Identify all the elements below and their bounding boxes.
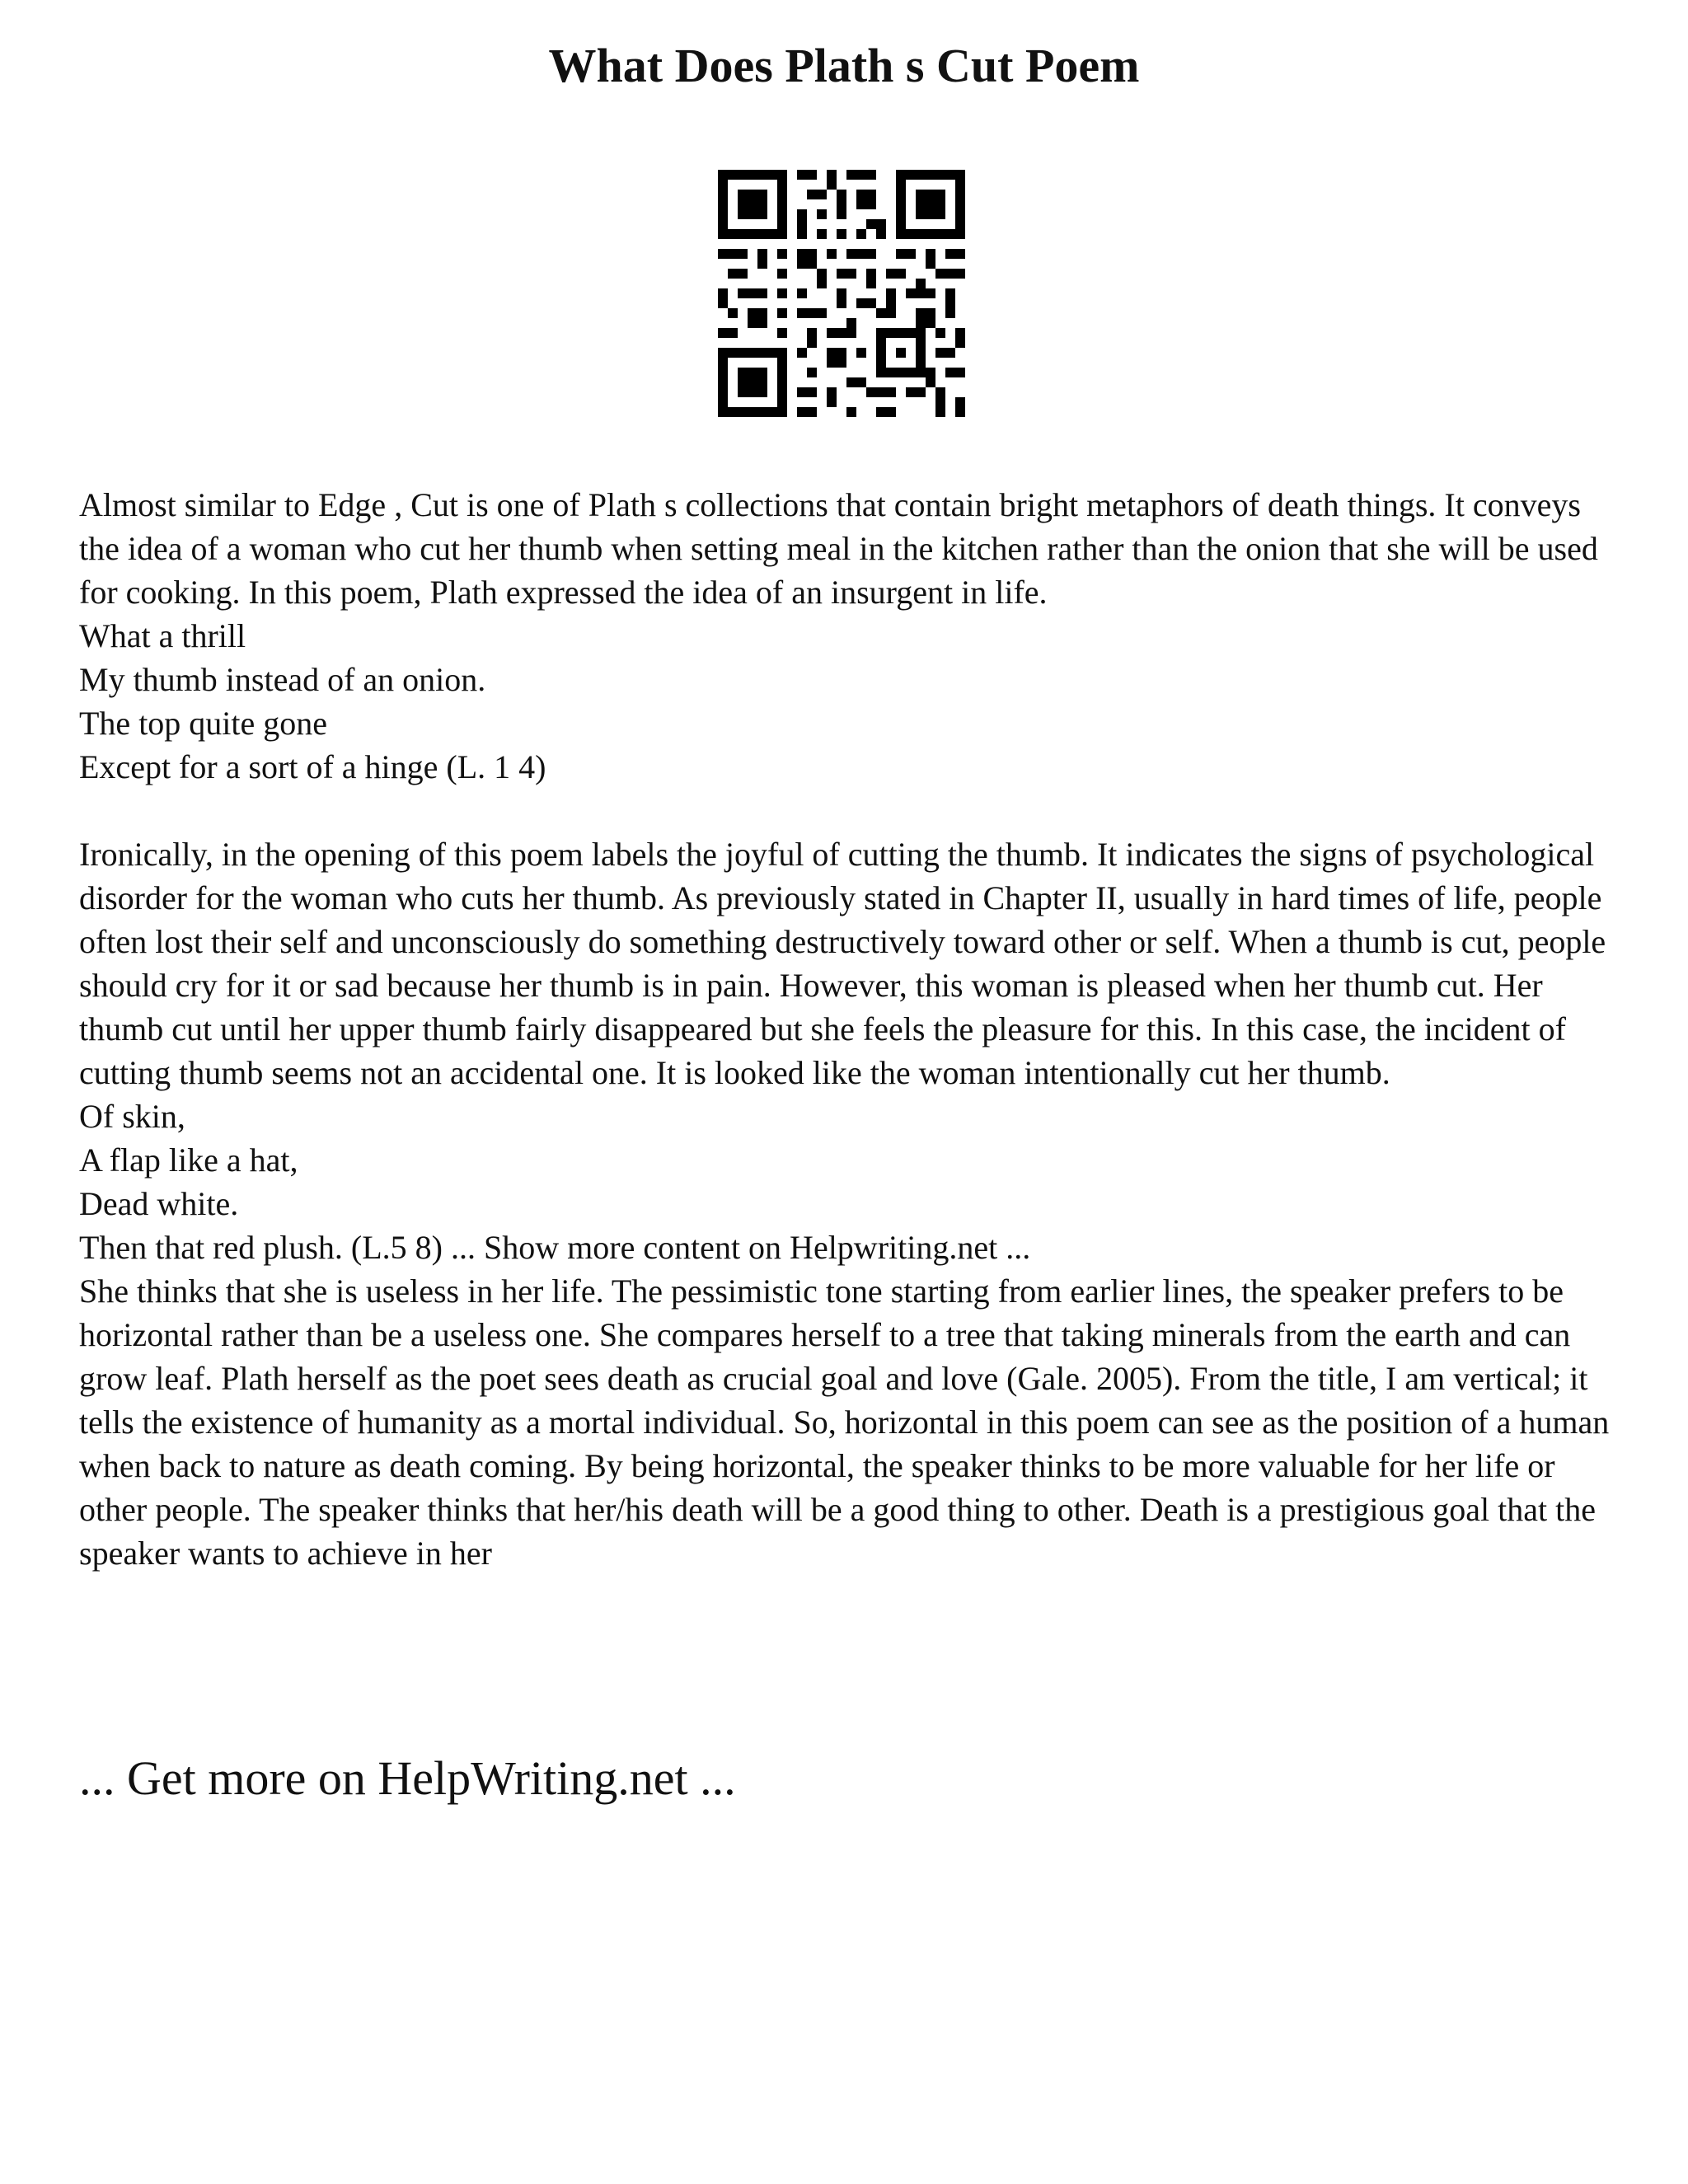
poem-line: The top quite gone (79, 705, 328, 742)
article-body (79, 483, 1629, 1575)
poem-line: A flap like a hat, (79, 1141, 298, 1179)
qr-code-image (718, 170, 965, 417)
paragraph-conclusion: She thinks that she is useless in her life. The pessimistic tone starting from earlier lines, the speaker prefers to be horizontal rather than be a useless one. She compares herself to a tree that taking minerals from the earth and can grow leaf. Plath herself as the poet sees death as crucial goal and love (Gale. 2005). From the title, I am vertical; it tells the existence of humanity as a mortal individual. So, horizontal in this poem can see as the position of a human when back to nature as death coming. By being horizontal, the speaker thinks to be more valuable for her life or other people. The speaker thinks that her/his death will be a good thing to other. Death is a prestigious goal that the speaker wants to achieve in her (79, 1272, 1610, 1572)
poem-line: My thumb instead of an onion. (79, 661, 486, 698)
get-more-link[interactable]: ... Get more on HelpWriting.net ... (79, 1751, 736, 1805)
poem-line: Of skin, (79, 1098, 185, 1135)
paragraph-spacer (79, 789, 1629, 832)
poem-line-with-show-more: Then that red plush. (L.5 8) ... Show more content on Helpwriting.net ... (79, 1229, 1031, 1266)
poem-line: Dead white. (79, 1185, 239, 1222)
poem-line: Except for a sort of a hinge (L. 1 4) (79, 748, 546, 785)
paragraph-intro: Almost similar to Edge , Cut is one of Plath s collections that contain bright metaphors of death things. It conveys the idea of a woman who cut her thumb when setting meal in the kitchen rather than the onion that she will be used for cooking. In this poem, Plath expressed the idea of an insurgent in life. (79, 486, 1598, 611)
page-title: What Does Plath s Cut Poem (548, 39, 1140, 92)
poem-line: What a thrill (79, 617, 246, 654)
paragraph-analysis: Ironically, in the opening of this poem labels the joyful of cutting the thumb. It indicates the signs of psychological disorder for the woman who cuts her thumb. As previously stated in Chapter II, usually in hard times of life, people often lost their self and unconsciously do something destructively toward other or self. When a thumb is cut, people should cry for it or sad because her thumb is in pain. However, this woman is pleased when her thumb cut. Her thumb cut until her upper thumb fairly disappeared but she feels the pleasure for this. In this case, the incident of cutting thumb seems not an accidental one. It is looked like the woman intentionally cut her thumb. (79, 836, 1606, 1091)
